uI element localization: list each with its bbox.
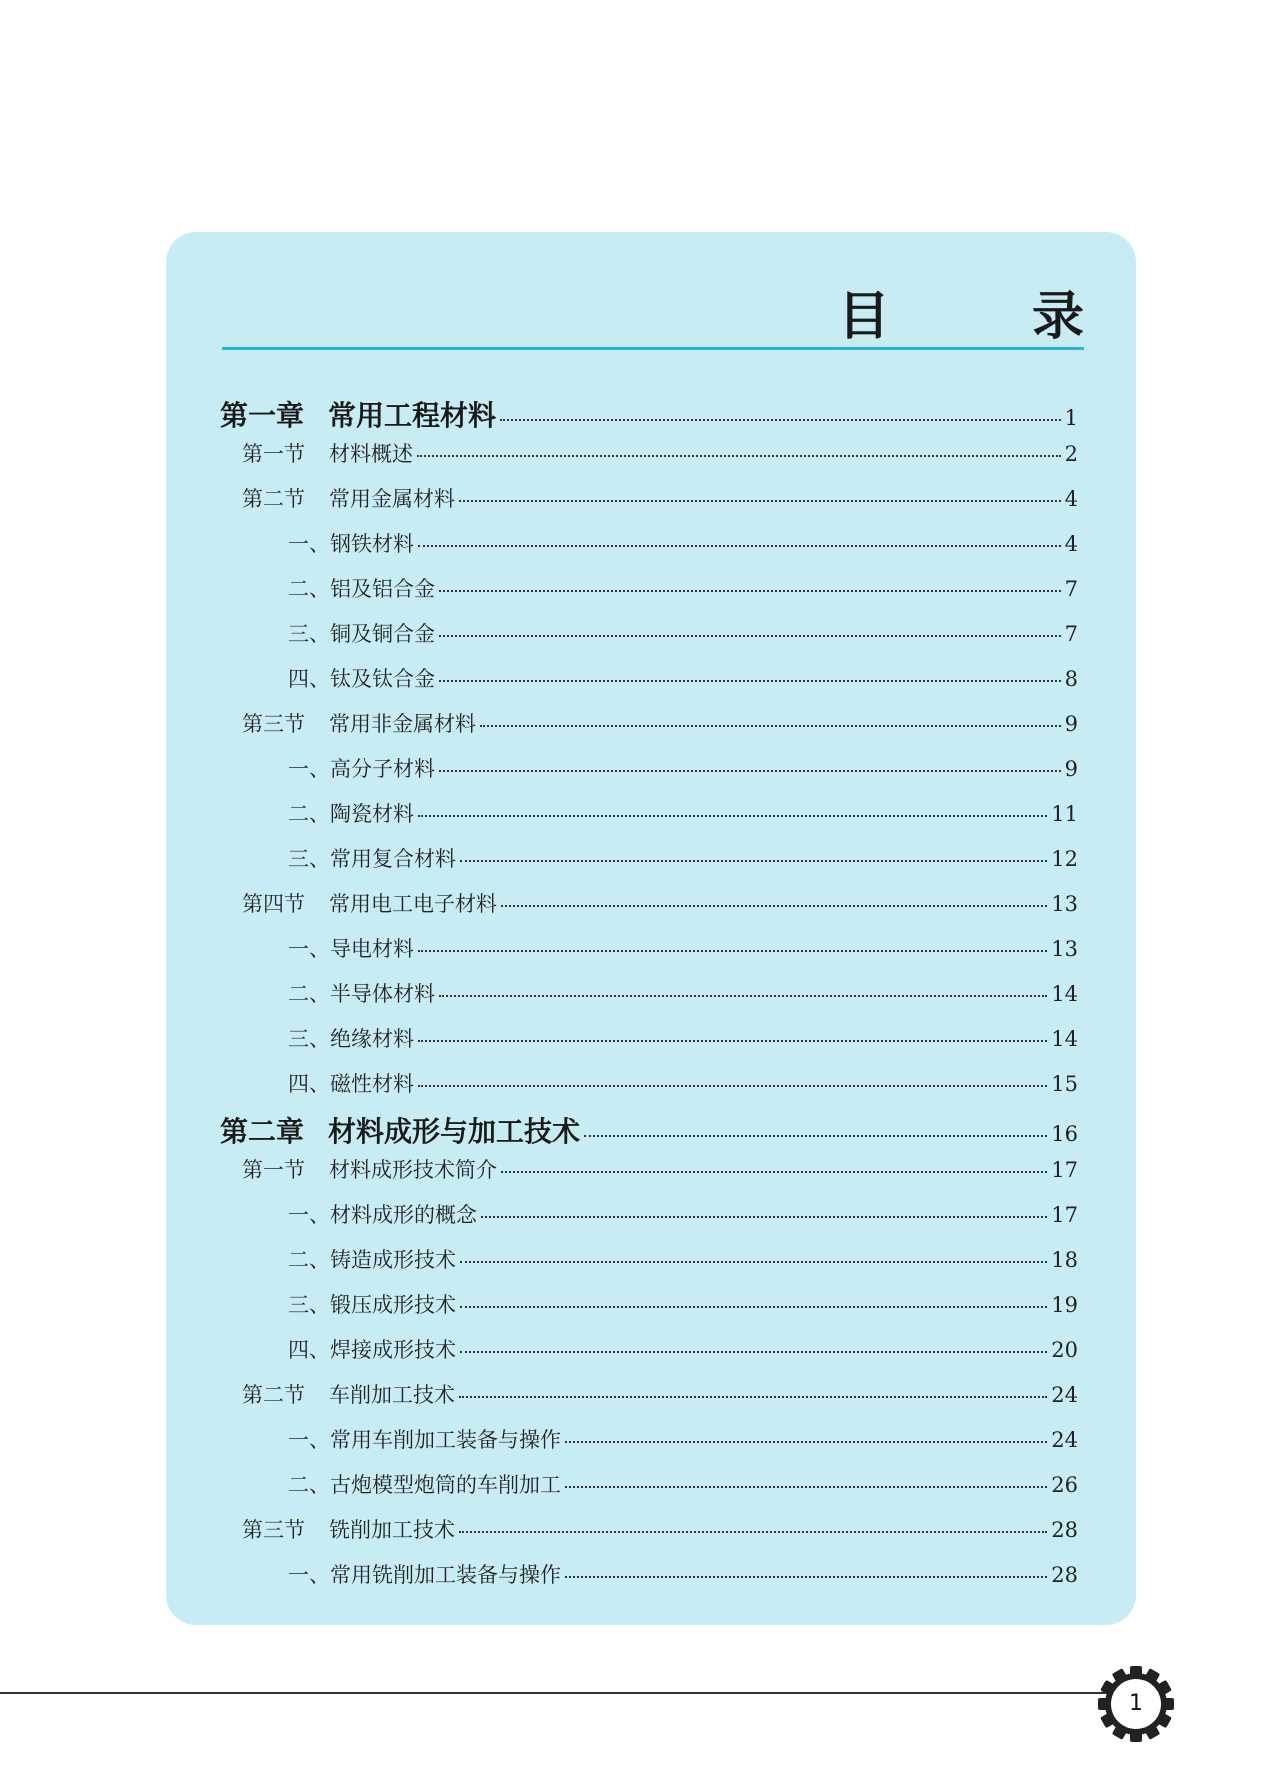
toc-entry-label: 二、铸造成形技术 xyxy=(288,1248,456,1272)
toc-entry-item[interactable] xyxy=(288,618,1078,648)
toc-entry-page: 24 xyxy=(1051,1428,1078,1452)
dot-leader xyxy=(460,1261,1047,1263)
toc-entry-label: 四、磁性材料 xyxy=(288,1072,414,1096)
toc-entry-label: 第三节 xyxy=(242,712,305,736)
toc-entry-item[interactable] xyxy=(288,1424,1078,1454)
toc-entry-label: 一、材料成形的概念 xyxy=(288,1203,477,1227)
dot-leader xyxy=(439,770,1061,772)
dot-leader xyxy=(565,1441,1047,1443)
toc-entry-item[interactable] xyxy=(288,573,1078,603)
toc-entry-label: 第二章 xyxy=(220,1115,305,1148)
toc-entry-page: 9 xyxy=(1064,712,1078,736)
toc-entry-page: 11 xyxy=(1051,802,1078,826)
toc-entry-page: 14 xyxy=(1051,982,1078,1006)
toc-entry-page: 20 xyxy=(1051,1338,1078,1362)
dot-leader xyxy=(565,1486,1047,1488)
toc-entry-page: 12 xyxy=(1051,847,1078,871)
dot-leader xyxy=(481,1216,1047,1218)
toc-entry-label: 三、锻压成形技术 xyxy=(288,1293,456,1317)
dot-leader xyxy=(439,680,1061,682)
toc-entry-page: 9 xyxy=(1064,757,1078,781)
dot-leader xyxy=(418,1040,1047,1042)
toc-entry-label: 四、钛及钛合金 xyxy=(288,667,435,691)
toc-entry-section[interactable] xyxy=(242,1379,1078,1409)
toc-entry-title: 材料概述 xyxy=(329,442,413,466)
toc-entry-label: 一、导电材料 xyxy=(288,937,414,961)
dot-leader xyxy=(439,635,1061,637)
dot-leader xyxy=(501,905,1047,907)
toc-entry-title: 铣削加工技术 xyxy=(329,1518,455,1542)
toc-entry-page: 24 xyxy=(1051,1383,1078,1407)
toc-panel xyxy=(166,232,1146,1625)
toc-entry-item[interactable] xyxy=(288,663,1078,693)
toc-entry-item[interactable] xyxy=(288,1068,1078,1098)
dot-leader xyxy=(460,1306,1047,1308)
toc-entry-label: 二、古炮模型炮筒的车削加工 xyxy=(288,1473,561,1497)
toc-entry-item[interactable] xyxy=(288,1023,1078,1053)
toc-entry-section[interactable] xyxy=(242,888,1078,918)
dot-leader xyxy=(459,1396,1047,1398)
toc-entry-page: 7 xyxy=(1064,577,1078,601)
toc-entry-label: 二、半导体材料 xyxy=(288,982,435,1006)
toc-entry-page: 7 xyxy=(1064,622,1078,646)
toc-entry-label: 一、高分子材料 xyxy=(288,757,435,781)
toc-entry-chapter[interactable] xyxy=(220,1110,1078,1150)
toc-entry-label: 第二节 xyxy=(242,487,305,511)
toc-entry-page: 2 xyxy=(1064,442,1078,466)
toc-entry-label: 一、常用铣削加工装备与操作 xyxy=(288,1563,561,1587)
toc-entry-item[interactable] xyxy=(288,753,1078,783)
page-number: 1 xyxy=(1129,1691,1143,1716)
dot-leader xyxy=(418,815,1047,817)
toc-entry-item[interactable] xyxy=(288,1289,1078,1319)
toc-entry-page: 28 xyxy=(1051,1563,1078,1587)
dot-leader xyxy=(418,545,1061,547)
toc-entry-page: 14 xyxy=(1051,1027,1078,1051)
toc-entry-title: 常用金属材料 xyxy=(329,487,455,511)
dot-leader xyxy=(418,1085,1047,1087)
toc-entry-item[interactable] xyxy=(288,1199,1078,1229)
footer-divider xyxy=(0,1692,1108,1694)
title-divider xyxy=(222,347,1084,350)
toc-entry-title: 常用电工电子材料 xyxy=(329,892,497,916)
toc-entry-label: 一、常用车削加工装备与操作 xyxy=(288,1428,561,1452)
toc-entry-page: 19 xyxy=(1051,1293,1078,1317)
toc-entry-section[interactable] xyxy=(242,438,1078,468)
toc-entry-label: 三、绝缘材料 xyxy=(288,1027,414,1051)
dot-leader xyxy=(565,1576,1047,1578)
toc-entry-item[interactable] xyxy=(288,528,1078,558)
dot-leader xyxy=(459,500,1061,502)
toc-entry-page: 16 xyxy=(1051,1122,1078,1146)
toc-entry-page: 4 xyxy=(1064,532,1078,556)
toc-entry-item[interactable] xyxy=(288,843,1078,873)
dot-leader xyxy=(460,1351,1047,1353)
toc-entry-page: 8 xyxy=(1064,667,1078,691)
toc-entry-page: 26 xyxy=(1051,1473,1078,1497)
dot-leader xyxy=(500,419,1061,421)
toc-entry-item[interactable] xyxy=(288,798,1078,828)
toc-entry-label: 二、铝及铝合金 xyxy=(288,577,435,601)
toc-entry-section[interactable] xyxy=(242,708,1078,738)
toc-entry-label: 四、焊接成形技术 xyxy=(288,1338,456,1362)
toc-entry-page: 13 xyxy=(1051,892,1078,916)
toc-entry-section[interactable] xyxy=(242,483,1078,513)
toc-entry-item[interactable] xyxy=(288,1334,1078,1364)
toc-entry-label: 第一节 xyxy=(242,442,305,466)
toc-entry-title: 常用非金属材料 xyxy=(329,712,476,736)
toc-entry-label: 第二节 xyxy=(242,1383,305,1407)
toc-entry-section[interactable] xyxy=(242,1514,1078,1544)
toc-entry-page: 28 xyxy=(1051,1518,1078,1542)
toc-entry-title: 材料成形技术简介 xyxy=(329,1158,497,1182)
toc-entry-item[interactable] xyxy=(288,1559,1078,1589)
toc-entry-label: 二、陶瓷材料 xyxy=(288,802,414,826)
toc-entry-label: 第一章 xyxy=(220,399,305,432)
dot-leader xyxy=(418,950,1047,952)
toc-entry-page: 18 xyxy=(1051,1248,1078,1272)
toc-entry-label: 一、钢铁材料 xyxy=(288,532,414,556)
dot-leader xyxy=(417,455,1061,457)
toc-entry-page: 17 xyxy=(1051,1203,1078,1227)
toc-entry-label: 第四节 xyxy=(242,892,305,916)
toc-entry-item[interactable] xyxy=(288,1244,1078,1274)
toc-entry-title: 常用工程材料 xyxy=(328,399,497,432)
toc-entry-page: 15 xyxy=(1051,1072,1078,1096)
dot-leader xyxy=(480,725,1061,727)
toc-entry-label: 三、常用复合材料 xyxy=(288,847,456,871)
dot-leader xyxy=(459,1531,1047,1533)
toc-entry-page: 1 xyxy=(1064,406,1078,430)
toc-entry-item[interactable] xyxy=(288,933,1078,963)
toc-entry-label: 第三节 xyxy=(242,1518,305,1542)
dot-leader xyxy=(501,1171,1047,1173)
toc-entry-label: 第一节 xyxy=(242,1158,305,1182)
toc-entry-label: 三、铜及铜合金 xyxy=(288,622,435,646)
toc-entry-title: 车削加工技术 xyxy=(329,1383,455,1407)
toc-entry-page: 4 xyxy=(1064,487,1078,511)
dot-leader xyxy=(439,995,1047,997)
dot-leader xyxy=(439,590,1061,592)
toc-entry-page: 13 xyxy=(1051,937,1078,961)
toc-entry-chapter[interactable] xyxy=(220,394,1078,434)
toc-entry-page: 17 xyxy=(1051,1158,1078,1182)
toc-entry-item[interactable] xyxy=(288,978,1078,1008)
dot-leader xyxy=(584,1135,1047,1137)
toc-title: 目 录 xyxy=(837,287,1146,347)
toc-entry-title: 材料成形与加工技术 xyxy=(328,1115,581,1148)
toc-entry-item[interactable] xyxy=(288,1469,1078,1499)
toc-entry-section[interactable] xyxy=(242,1154,1078,1184)
dot-leader xyxy=(460,860,1047,862)
